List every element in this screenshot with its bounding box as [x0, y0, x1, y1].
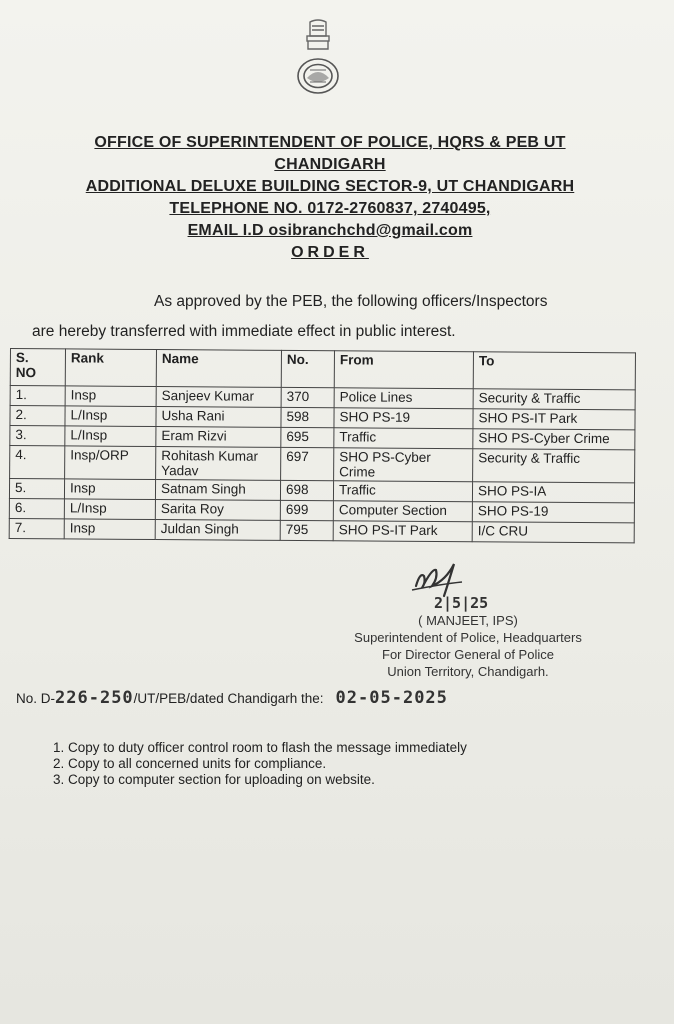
signatory-designation: Superintendent of Police, Headquarters — [354, 630, 582, 645]
cell-rank: L/Insp — [65, 426, 156, 447]
letterhead — [40, 132, 620, 264]
copy-list — [48, 740, 467, 788]
office-address: ADDITIONAL DELUXE BUILDING SECTOR-9, UT CHANDIGARH — [85, 178, 575, 195]
cell-to: Security & Traffic — [473, 449, 635, 483]
header-no: No. — [281, 350, 334, 387]
table-row — [10, 446, 635, 483]
cell-from: SHO PS-IT Park — [333, 521, 472, 542]
cell-from: Traffic — [334, 428, 473, 449]
header-rank: Rank — [65, 349, 156, 387]
signatory-name: ( MANJEET, IPS) — [418, 613, 518, 628]
signatory-for: For Director General of Police — [382, 647, 554, 662]
cell-from: Traffic — [333, 481, 472, 502]
cell-to: SHO PS-IT Park — [473, 409, 635, 430]
reference-prefix: No. D- — [16, 691, 56, 706]
handwritten-sign-date: 2|5|25 — [434, 594, 489, 612]
cell-no: 598 — [281, 407, 334, 427]
cell-rank: Insp — [64, 519, 155, 540]
cell-sno: 2. — [10, 406, 65, 426]
cell-sno: 7. — [9, 518, 64, 538]
office-email: EMAIL I.D osibranchchd@gmail.com — [187, 222, 473, 239]
cell-name: Usha Rani — [156, 407, 281, 428]
office-title: OFFICE OF SUPERINTENDENT OF POLICE, HQRS & PEB UT — [94, 134, 566, 151]
reference-number: 226-250 — [55, 688, 134, 708]
cell-to: SHO PS-IA — [472, 482, 634, 503]
cell-name: Sarita Roy — [155, 500, 280, 521]
cell-to: SHO PS-Cyber Crime — [473, 429, 635, 450]
cell-from: SHO PS-19 — [334, 408, 473, 429]
list-item: 2. Copy to all concerned units for compliance. — [68, 756, 467, 772]
reference-line — [16, 688, 448, 708]
cell-name: Satnam Singh — [155, 480, 280, 501]
cell-rank: Insp — [65, 386, 156, 407]
list-item: 3. Copy to computer section for uploading on website. — [68, 772, 467, 788]
signatory-place: Union Territory, Chandigarh. — [387, 664, 549, 679]
office-city: CHANDIGARH — [274, 156, 386, 173]
cell-rank: Insp/ORP — [65, 446, 156, 480]
cell-no: 697 — [281, 447, 334, 480]
cell-name: Juldan Singh — [155, 520, 280, 541]
reference-middle: /UT/PEB/dated Chandigarh the: — [133, 691, 324, 706]
cell-name: Sanjeev Kumar — [156, 387, 281, 408]
cell-sno: 6. — [9, 498, 64, 518]
header-sno: S. NO — [10, 349, 65, 386]
cell-no: 795 — [280, 520, 333, 540]
cell-sno: 5. — [9, 479, 64, 499]
cell-name: Eram Rizvi — [156, 427, 281, 448]
cell-from: Computer Section — [333, 501, 472, 522]
cell-to: Security & Traffic — [473, 389, 635, 410]
header-from: From — [334, 351, 473, 389]
cell-sno: 1. — [10, 386, 65, 406]
transfer-table — [9, 348, 636, 543]
cell-name: Rohitash Kumar Yadav — [156, 447, 281, 481]
cell-rank: L/Insp — [64, 499, 155, 520]
intro-paragraph — [32, 287, 622, 347]
cell-rank: Insp — [64, 479, 155, 500]
cell-to: SHO PS-19 — [472, 502, 634, 523]
cell-no: 370 — [281, 387, 334, 407]
list-item: 1. Copy to duty officer control room to flash the message immediately — [68, 740, 467, 756]
table-row — [9, 518, 634, 542]
cell-no: 698 — [280, 480, 333, 500]
cell-no: 699 — [280, 500, 333, 520]
table-header-row — [10, 349, 635, 390]
cell-sno: 3. — [10, 426, 65, 446]
intro-line-1: As approved by the PEB, the following officers/Inspectors — [154, 293, 548, 310]
emblem-icon — [292, 18, 344, 96]
signature-scribble-icon — [408, 556, 528, 616]
cell-from: SHO PS-Cyber Crime — [334, 448, 473, 482]
header-to: To — [473, 352, 635, 390]
cell-rank: L/Insp — [65, 406, 156, 427]
office-telephone: TELEPHONE NO. 0172-2760837, 2740495, — [169, 200, 491, 217]
order-title: ORDER — [291, 244, 369, 261]
intro-line-2: are hereby transferred with immediate effect in public interest. — [32, 323, 456, 340]
cell-from: Police Lines — [334, 388, 473, 409]
cell-sno: 4. — [10, 446, 65, 479]
signature-block — [336, 612, 600, 680]
cell-no: 695 — [281, 427, 334, 447]
header-name: Name — [156, 350, 281, 388]
reference-date: 02-05-2025 — [335, 688, 448, 708]
cell-to: I/C CRU — [472, 522, 634, 543]
